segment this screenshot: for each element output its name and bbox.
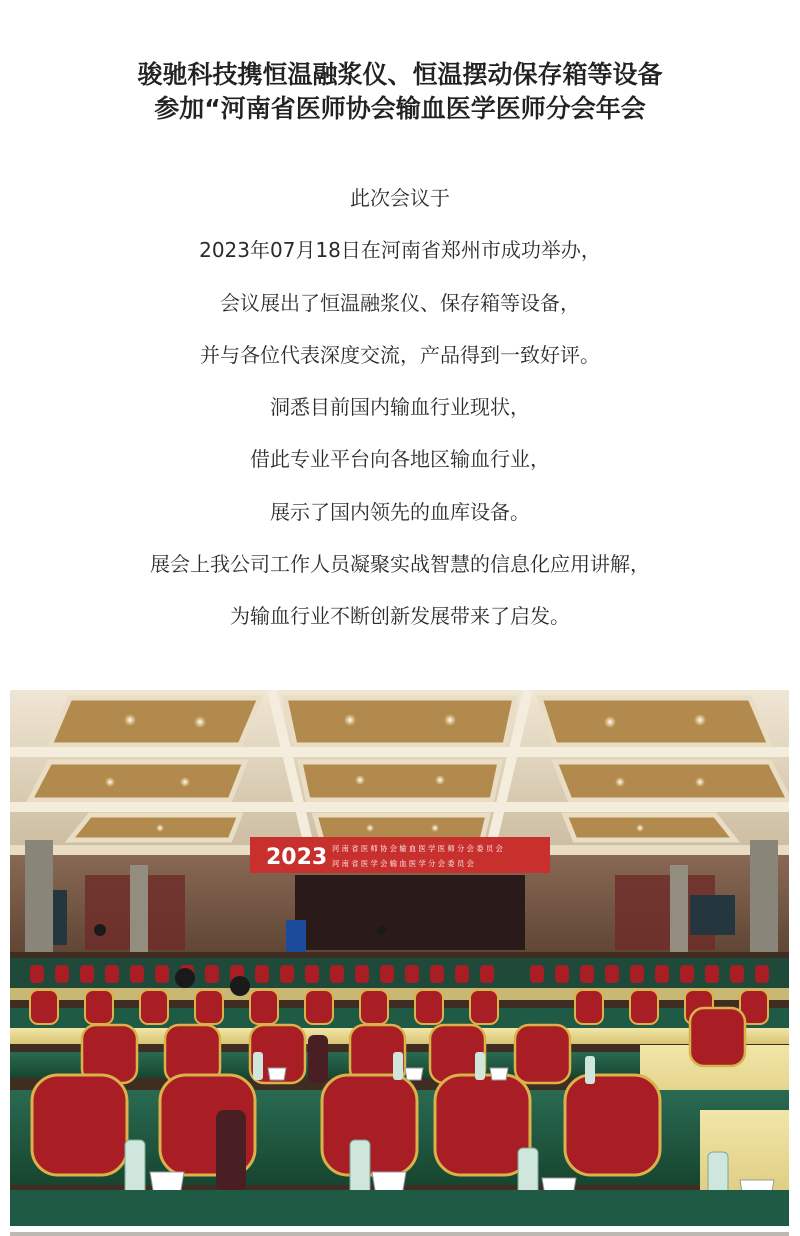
paragraph: 2023年07月18日在河南省郑州市成功举办，: [199, 238, 601, 263]
title-line-2: 参加“河南省医师协会输血医学医师分会年会: [154, 94, 646, 123]
paragraph: 并与各位代表深度交流，产品得到一致好评。: [200, 342, 600, 367]
paragraph: 为输血行业不断创新发展带来了启发。: [230, 604, 570, 629]
banner-year: 2023: [266, 845, 328, 870]
stage-curtain: [295, 875, 525, 950]
paragraph: 展示了国内领先的血库设备。: [270, 499, 530, 524]
paragraph: 此次会议于: [350, 186, 450, 210]
image-bottom-edge: [10, 1232, 789, 1236]
thermos: [216, 1110, 246, 1192]
paragraph: 借此专业平台向各地区输血行业，: [250, 447, 550, 472]
ceiling-coffers: [30, 698, 789, 840]
paragraph: 展会上我公司工作人员凝聚实战智慧的信息化应用讲解，: [150, 552, 650, 577]
paragraph: 会议展出了恒温融浆仪、保存箱等设备，: [220, 290, 580, 315]
paragraph: 洞悉目前国内输血行业现状，: [270, 395, 530, 420]
conference-hall-photo: [10, 690, 789, 1226]
banner-line-1: 河 南 省 医 师 协 会 输 血 医 学 医 师 分 会 委 员 会: [332, 844, 503, 853]
article-title: [0, 58, 800, 126]
banner-line-2: 河 南 省 医 学 会 输 血 医 学 分 会 委 员 会: [332, 859, 474, 868]
title-line-1: 骏驰科技携恒温融浆仪、恒温摆动保存箱等设备: [137, 60, 663, 89]
back-rows: [10, 958, 789, 1000]
article-body: [0, 180, 800, 651]
